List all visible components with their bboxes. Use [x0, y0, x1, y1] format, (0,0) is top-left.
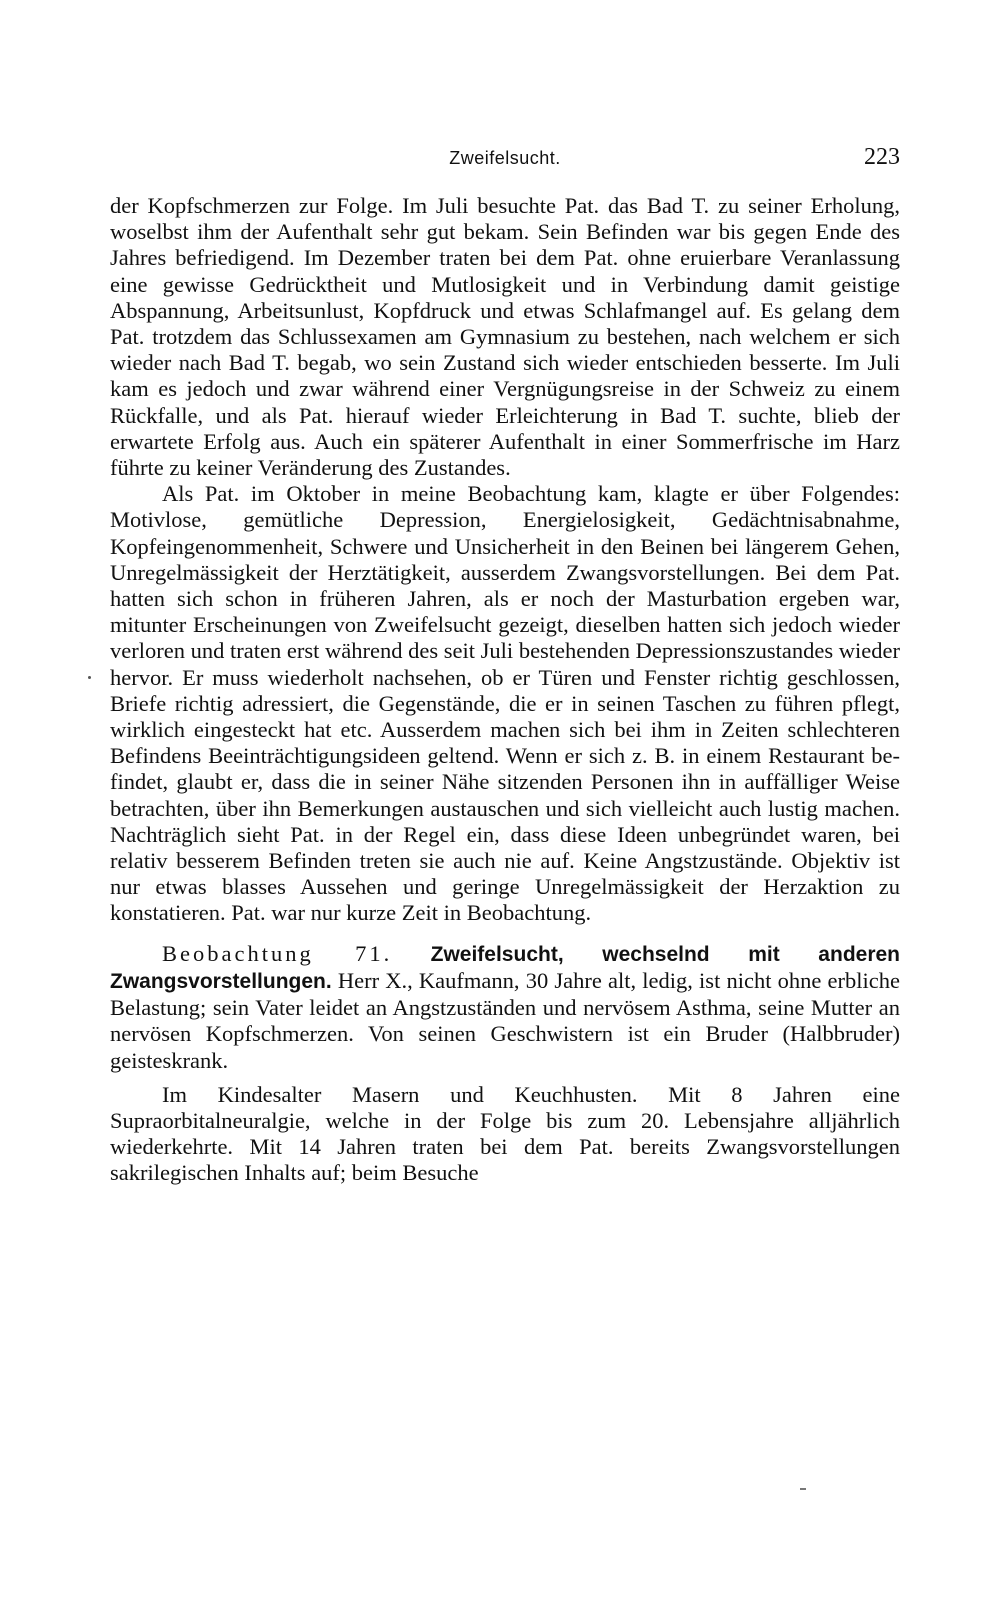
page-header [110, 142, 900, 176]
paragraph-1: der Kopfschmerzen zur Folge. Im Juli besuchte Pat. das Bad T. zu seiner Erholung, woselbst ihm der Aufenthalt sehr gut bekam. Sein Befinden war bis gegen Ende des Jahres befriedigend. Im Dezember traten bei dem Pat. ohne eruierbare Veranlassung eine gewisse Gedrücktheit und Mutlosigkeit und in Verbindung damit geistige Abspannung, Arbeitsunlust, Kopfdruck und etwas Schlafmangel auf. Es gelang dem Pat. trotzdem das Schlussexamen am Gymnasium zu bestehen, nach welchem er sich wieder nach Bad T. begab, wo sein Zustand sich wieder entschieden besserte. Im Juli kam es jedoch und zwar während einer Vergnügungsreise in der Schweiz zu einem Rückfalle, und als Pat. hierauf wieder Erleichterung in Bad T. suchte, blieb der erwartete Erfolg aus. Auch ein späterer Aufenthalt in einer Sommerfrische im Harz führte zu keiner Veränderung des Zustandes. [110, 193, 900, 481]
scan-speck [800, 1488, 806, 1490]
paragraph-3 [110, 941, 900, 1074]
observation-title: Zweifelsucht, wechselnd mit anderen Zwangsvorstellungen. [110, 942, 901, 993]
observation-text: Herr X., Kaufmann, 30 Jahre alt, ledig, ist nicht ohne erbliche Belastung; sein Vater leidet an Angstzuständen und nervösem Asthma, seine Mutter an nervösen Kopfschmerzen. Von seinen Geschwistern ist ein Bruder (Halbbruder) geisteskrank. [110, 967, 901, 1073]
margin-speck [88, 676, 91, 679]
page-number: 223 [864, 144, 900, 170]
paragraph-4: Im Kindesalter Masern und Keuchhusten. Mit 8 Jahren eine Supraorbitalneuralgie, welche in der Folge bis zum 20. Lebensjahre alljährlich wiederkehrte. Mit 14 Jahren traten bei dem Pat. bereits Zwangsvorstellungen sakrilegischen Inhalts auf; beim Besuche [110, 1081, 900, 1186]
body-text [110, 193, 900, 1187]
observation-label: Beobachtung 71. [162, 940, 393, 966]
running-title: Zweifelsucht. [449, 148, 561, 168]
paragraph-2: Als Pat. im Oktober in meine Beobachtung kam, klagte er über Folgendes: Motivlose, gemütliche Depression, Energielosigkeit, Gedächtnisabnahme, Kopfeingenommenheit, Schwere und Unsicherheit in den Beinen bei längerem Gehen, Unregelmässigkeit der Herztätigkeit, ausserdem Zwangsvorstellungen. Bei dem Pat. hatten sich schon in früheren Jahren, als er noch der Masturbation ergeben war, mitunter Erscheinungen von Zweifelsucht gezeigt, dieselben hatten sich jedoch wieder verloren und traten erst während des seit Juli bestehenden Depressionszustandes wieder hervor. Er muss wiederholt nachsehen, ob er Türen und Fenster richtig geschlossen, Briefe richtig adressiert, die Gegenstände, die er in seinen Taschen zu führen pflegt, wirklich eingesteckt hat etc. Ausserdem machen sich bei ihm in Zeiten schlechteren Befindens Beeinträchtigungsideen geltend. Wenn er sich z. B. in einem Restaurant befindet, glaubt er, dass die in seiner Nähe sitzenden Personen ihn in auffälliger Weise betrachten, über ihn Bemerkungen austauschen und sich vielleicht auch lustig machen. Nachträglich sieht Pat. in der Regel ein, dass diese Ideen unbegründet waren, bei relativ besserem Befinden treten sie auch nie auf. Keine Angstzustände. Objektiv ist nur etwas blasses Aussehen und geringe Unregelmässigkeit der Herzaktion zu konstatieren. Pat. war nur kurze Zeit in Beobachtung. [110, 481, 900, 926]
